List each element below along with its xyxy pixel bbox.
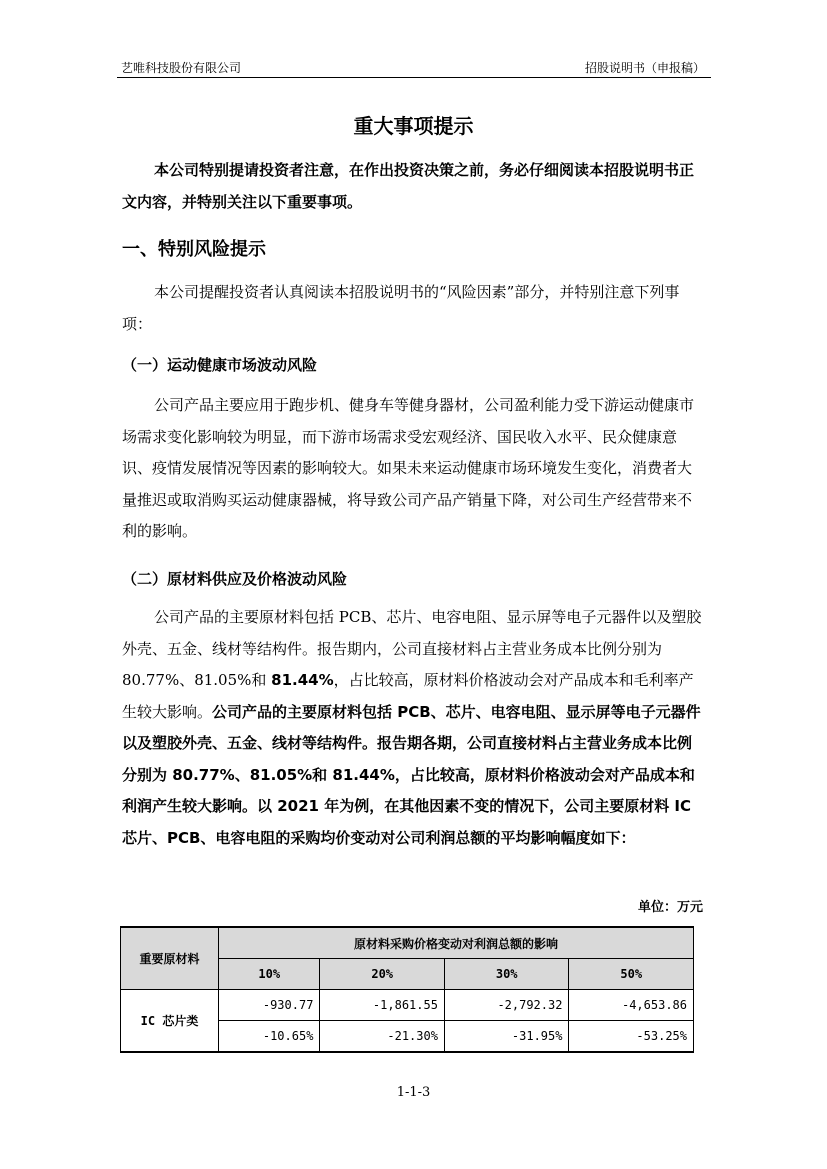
unit-label: 单位：万元: [637, 900, 703, 915]
body-bold-text: 公司产品的主要原材料包括 PCB、芯片、电容电阻、显示屏等电子元器件以及塑胶外壳、五金、线材等结构件。报告期各期，公司直接材料占主营业务成本比例分别为 80.77%、81.05%和 81.44%，占比较高，原材料价格波动会对产品成本和利润产生较大影响。以 2021 年为例，在其他因素不变的情况下，公司主要原材料 IC 芯片、PCB、电容电阻的采购均价变动对公司利润总额的平均影响幅度如下：: [122, 702, 701, 847]
body-plain-a: 公司产品的主要原材料包括 PCB、芯片、电容电阻、显示屏等电子元器件以及塑胶外壳、五金、线材等结构件。报告期内，公司直接材料占主营业务成本比例分别为 80.77%、81.05%和: [122, 608, 702, 689]
table-cell: -10.65%: [219, 1021, 320, 1053]
intro-paragraph: 本公司特别提请投资者注意，在作出投资决策之前，务必仔细阅读本招股说明书正文内容，并特别关注以下重要事项。: [122, 161, 695, 211]
subheader-30: 30%: [444, 959, 569, 990]
table-cell: -2,792.32: [444, 990, 569, 1021]
section-heading: 一、特别风险提示: [122, 239, 266, 260]
table-cell: -1,861.55: [320, 990, 445, 1021]
header-material: 重要原材料: [121, 927, 219, 990]
subsection-body-1: 公司产品主要应用于跑步机、健身车等健身器材，公司盈利能力受下游运动健康市场需求变化影响较为明显，而下游市场需求受宏观经济、国民收入水平、民众健康意识、疫情发展情况等因素的影响较大。如果未来运动健康市场环境发生变化，消费者大量推迟或取消购买运动健康器械，将导致公司产品产销量下降，对公司生产经营带来不利的影响。: [122, 396, 695, 540]
section-intro: 本公司提醒投资者认真阅读本招股说明书的“风险因素”部分，并特别注意下列事项：: [122, 283, 680, 333]
subheader-50: 50%: [569, 959, 694, 990]
header-company: 艺唯科技股份有限公司: [121, 61, 242, 75]
page-title: 重大事项提示: [353, 114, 474, 138]
body-plain-c: ，占比较高，原材料价格波动会对产品成本和毛利率产生较大影响。: [122, 671, 694, 721]
subheader-10: 10%: [219, 959, 320, 990]
subsection-body-2: [122, 602, 706, 854]
row-label: IC 芯片类: [121, 990, 219, 1053]
header-divider: [117, 77, 711, 78]
table-cell: -53.25%: [569, 1021, 694, 1053]
subsection-heading-1: （一）运动健康市场波动风险: [122, 356, 318, 374]
table-cell: -31.95%: [444, 1021, 569, 1053]
impact-table: [120, 926, 694, 1053]
header-group: 原材料采购价格变动对利润总额的影响: [219, 927, 694, 959]
table-cell: -930.77: [219, 990, 320, 1021]
table-cell: -4,653.86: [569, 990, 694, 1021]
body-bold-percent: 81.44%: [271, 671, 334, 689]
header-doc-title: 招股说明书（申报稿）: [584, 61, 705, 75]
subsection-heading-2: （二）原材料供应及价格波动风险: [122, 570, 348, 588]
table-header-row: [121, 927, 694, 959]
table-row: [121, 990, 694, 1021]
table-cell: -21.30%: [320, 1021, 445, 1053]
page-number: 1-1-3: [396, 1085, 431, 1100]
subheader-20: 20%: [320, 959, 445, 990]
